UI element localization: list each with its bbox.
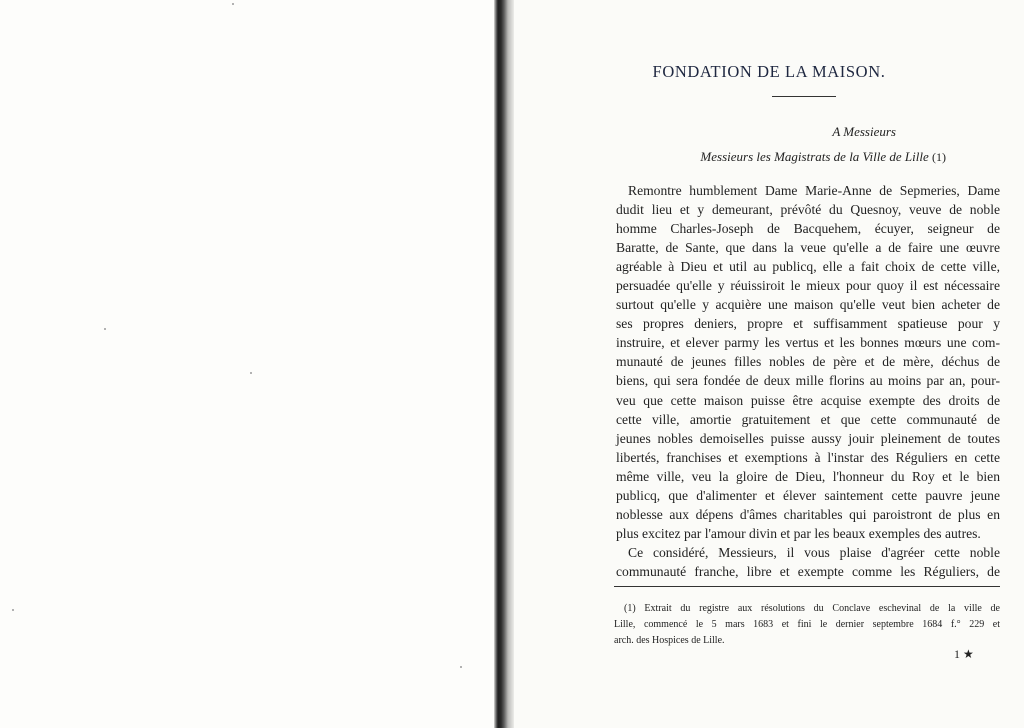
body-line: homme Charles-Joseph de Bacquehem, écuyer, seigneur de <box>616 221 1000 237</box>
body-line: agréable à Dieu et util au publicq, elle a fait choix de cette ville, <box>616 259 1000 275</box>
body-line: munauté de jeunes filles nobles de père et de mère, déchus de <box>616 354 1000 370</box>
body-line: dudit lieu et y demeurant, prévôté du Quesnoy, veuve de noble <box>616 202 1000 218</box>
paper-speck <box>460 666 462 668</box>
left-blank-page <box>0 0 497 728</box>
page-title: FONDATION DE LA MAISON. <box>652 62 886 81</box>
body-line: même ville, veu la gloire de Dieu, l'honneur du Roy et le bien <box>616 468 1000 484</box>
body-line: Remontre humblement Dame Marie-Anne de Sepmeries, Dame <box>628 183 1000 198</box>
paper-speck <box>104 328 106 330</box>
title-divider <box>772 96 836 97</box>
footnote-reference: (1) <box>932 150 946 164</box>
body-line: Baratte, de Sante, que dans la veue qu'elle a de faire une œuvre <box>616 240 1000 256</box>
signature-mark: 1 ★ <box>954 647 974 661</box>
paper-speck <box>232 3 234 5</box>
body-line: cette ville, amortie gratuitement et que cette communauté de <box>616 411 1000 427</box>
footnote-line: arch. des Hospices de Lille. <box>614 635 725 646</box>
footnote-line: Lille, commencé le 5 mars 1683 et fini le dernier septembre 1684 f.° 229 et <box>614 619 1000 630</box>
body-line: Ce considéré, Messieurs, il vous plaise d'agréer cette noble <box>628 544 1000 560</box>
paper-speck <box>12 609 14 611</box>
addressee-line-2-text: Messieurs les Magistrats de la Ville de Lille <box>700 149 929 164</box>
body-line: communauté franche, libre et exempte comme les Réguliers, de <box>616 563 1000 579</box>
body-line: plus excitez par l'amour divin et par les beaux exemples des autres. <box>616 525 981 541</box>
body-paragraph <box>616 181 1000 581</box>
body-line: persuadée qu'elle y réuissiroit le mieux pour quoy il est nécessaire <box>616 278 1000 294</box>
body-line: publicq, que d'alimenter et élever saintement cette pauvre jeune <box>616 487 1000 503</box>
body-line: veu que cette maison puisse être acquise exempte des droits de <box>616 392 1000 408</box>
body-line: libertés, franchises et exemptions à l'instar des Réguliers en cette <box>616 449 1000 465</box>
addressee-line-2 <box>514 149 946 165</box>
footnote-divider <box>614 586 1000 587</box>
body-line: jeunes nobles demoiselles puisse aussy jouir pleinement de toutes <box>616 430 1000 446</box>
paper-speck <box>250 372 252 374</box>
body-line: instruire, et elever parmy les vertus et les bonnes mœurs une com- <box>616 335 1000 351</box>
right-text-page <box>514 0 1024 728</box>
body-line: noblesse aux dépens d'âmes charitables qui paroistront de plus en <box>616 506 1000 522</box>
body-line: ses propres deniers, propre et suffisamment spatieuse pour y <box>616 316 1000 332</box>
addressee-line-1: A Messieurs <box>832 124 896 139</box>
footnote <box>614 601 1000 649</box>
book-gutter <box>494 0 514 728</box>
body-line: biens, qui sera fondée de deux mille florins au moins par an, pour- <box>616 373 1000 389</box>
body-line: surtout qu'elle y acquière une maison qu'elle veut bien acheter de <box>616 297 1000 313</box>
footnote-line: (1) Extrait du registre aux résolutions du Conclave eschevinal de la ville de <box>624 603 1000 614</box>
